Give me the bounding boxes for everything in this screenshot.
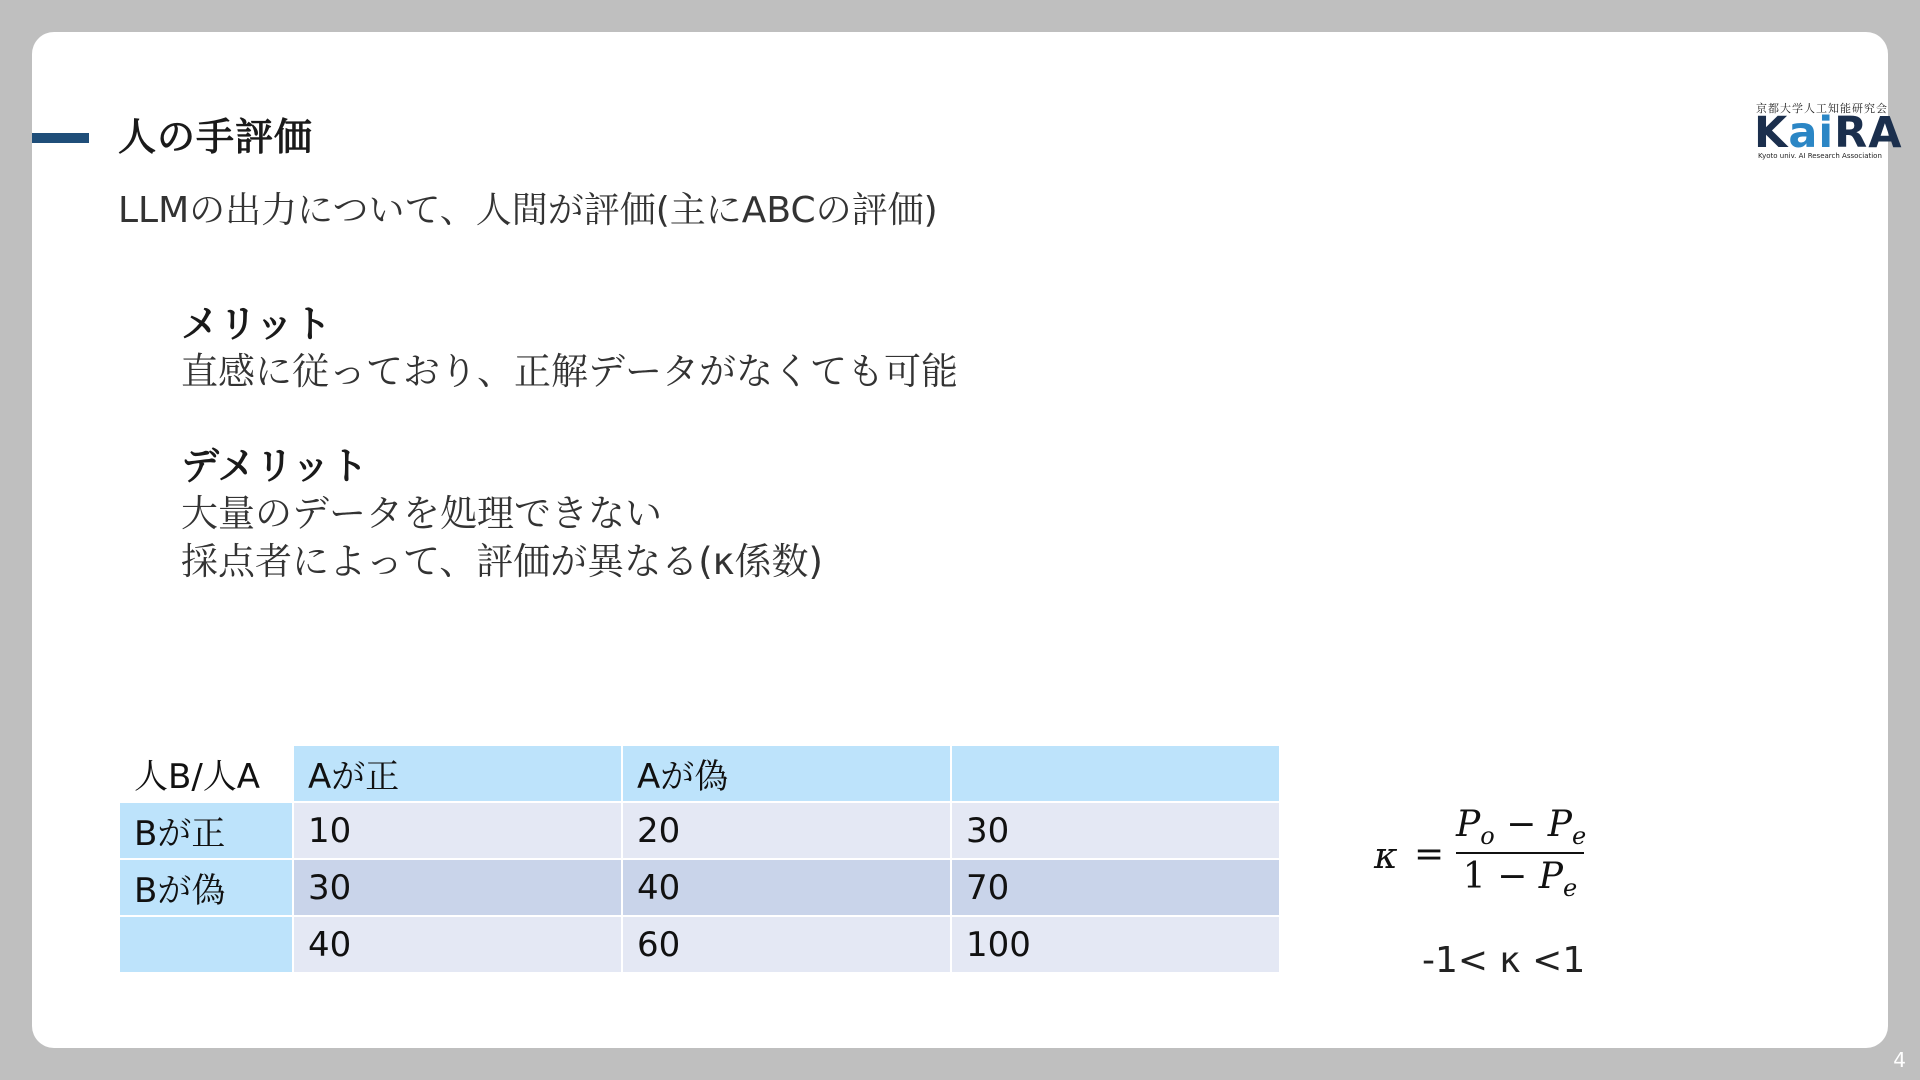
- formula-equals: =: [1414, 834, 1445, 875]
- table-row: [120, 803, 1281, 860]
- kappa-range: -1< κ <1: [1422, 940, 1586, 981]
- demerit-heading: デメリット: [181, 444, 368, 488]
- table-cell: 40: [294, 917, 623, 974]
- table-cell: 100: [952, 917, 1281, 974]
- table-row: [120, 917, 1281, 974]
- merit-heading: メリット: [181, 302, 332, 346]
- table-cell: 70: [952, 860, 1281, 917]
- table-cell: 30: [294, 860, 623, 917]
- logo-tagline: Kyoto univ. AI Research Association: [1758, 152, 1882, 160]
- table-cell: 60: [623, 917, 952, 974]
- table-cell: 40: [623, 860, 952, 917]
- table-row: [120, 860, 1281, 917]
- demerit-line: 大量のデータを処理できない: [181, 492, 662, 535]
- slide-subtitle: LLMの出力について、人間が評価(主にABCの評価): [118, 190, 938, 231]
- table-cell: 20: [623, 803, 952, 860]
- formula-numerator: $P_o - P_e$: [1456, 804, 1587, 851]
- table-cell: 30: [952, 803, 1281, 860]
- table-row-header: [120, 917, 294, 974]
- demerit-section: [181, 442, 823, 586]
- table-row-header: Bが正: [120, 803, 294, 860]
- demerit-line: 採点者によって、評価が異なる(κ係数): [181, 540, 823, 583]
- table-row-header: Bが偽: [120, 860, 294, 917]
- table-col-header: [952, 746, 1281, 803]
- table-col-header: Aが偽: [623, 746, 952, 803]
- agreement-table: [120, 746, 1281, 974]
- slide-title: 人の手評価: [118, 115, 314, 159]
- page-number: 4: [1893, 1048, 1906, 1072]
- merit-section: [181, 300, 958, 396]
- formula-denominator: $1 - P_e$: [1462, 856, 1578, 903]
- formula-kappa: κ: [1374, 836, 1398, 877]
- table-col-header: Aが正: [294, 746, 623, 803]
- logo-org-name: 京都大学人工知能研究会: [1756, 102, 1888, 115]
- table-cell: 10: [294, 803, 623, 860]
- formula-fraction: [1456, 804, 1587, 903]
- title-accent-bar: [32, 133, 89, 143]
- table-header-row: [120, 746, 1281, 803]
- kaira-logo: [1754, 100, 1902, 164]
- merit-line: 直感に従っており、正解データがなくても可能: [181, 350, 958, 393]
- formula-fraction-bar: [1456, 852, 1584, 854]
- logo-wordmark: KaiRA: [1754, 108, 1903, 158]
- table-corner-cell: 人B/人A: [120, 746, 294, 803]
